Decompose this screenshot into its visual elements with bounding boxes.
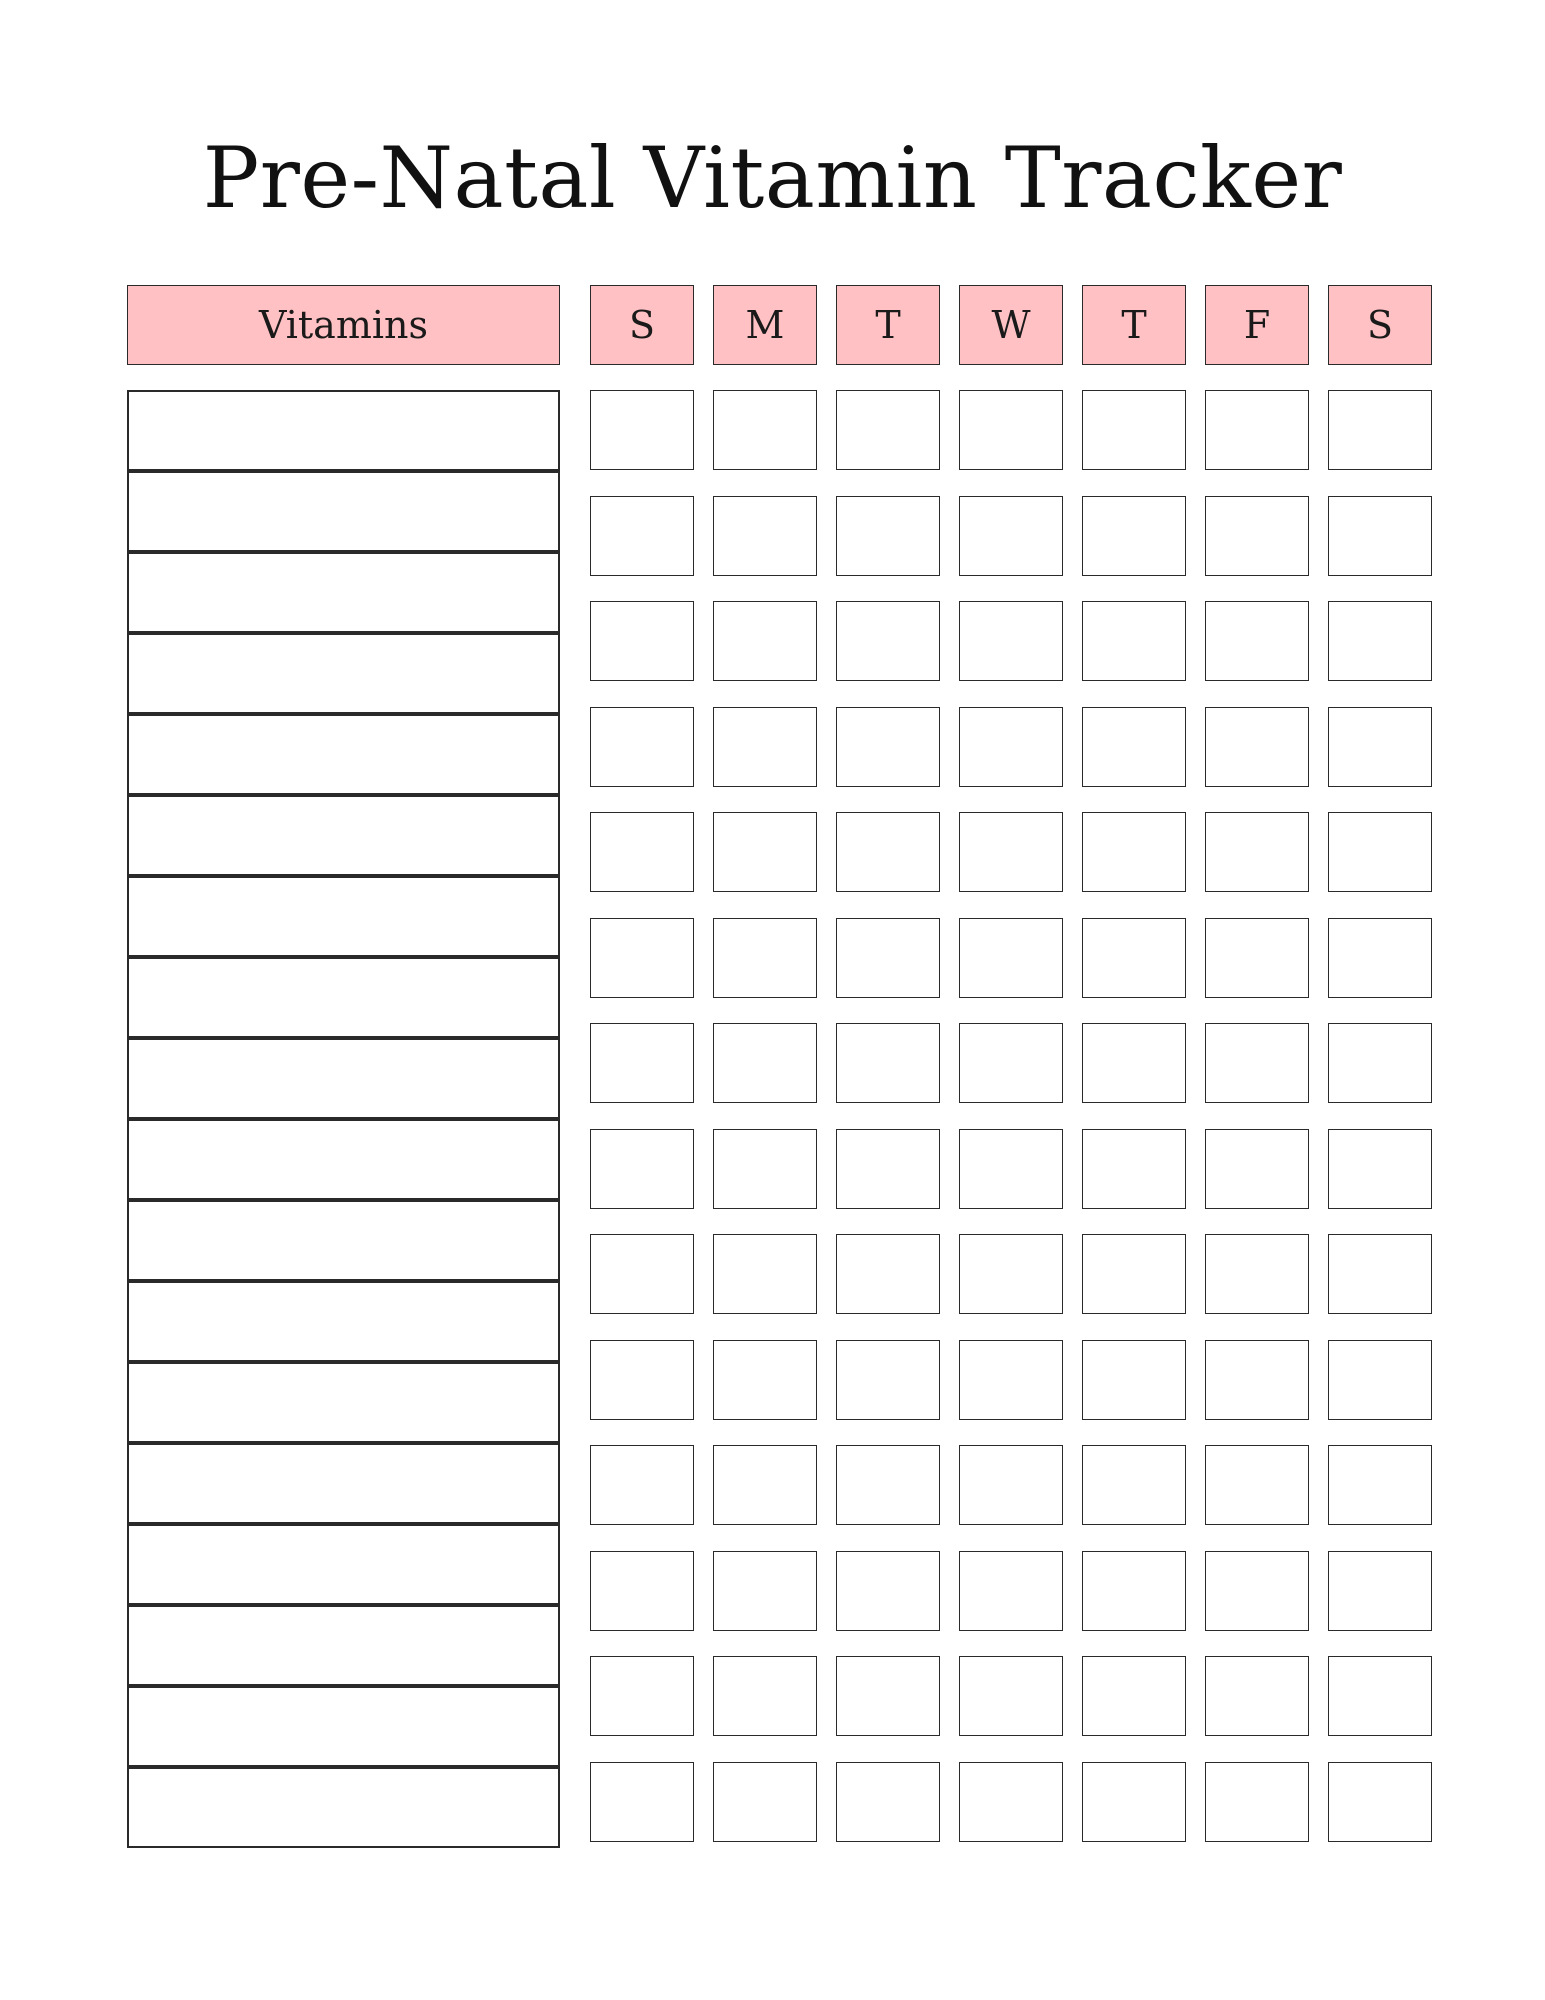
vitamin-name-field[interactable] — [127, 795, 560, 876]
day-checkbox[interactable] — [713, 1551, 817, 1631]
day-checkbox[interactable] — [836, 1656, 940, 1736]
day-header-1 — [713, 285, 817, 365]
day-checkbox[interactable] — [1082, 1551, 1186, 1631]
day-checkbox[interactable] — [590, 1445, 694, 1525]
day-checkbox[interactable] — [1205, 496, 1309, 576]
vitamin-name-field[interactable] — [127, 957, 560, 1038]
day-checkbox[interactable] — [1205, 1234, 1309, 1314]
day-checkbox[interactable] — [836, 918, 940, 998]
day-checkbox[interactable] — [1328, 390, 1432, 470]
day-header-label: S — [628, 303, 656, 347]
day-checkbox[interactable] — [836, 601, 940, 681]
day-checkbox[interactable] — [836, 1762, 940, 1842]
vitamin-name-field[interactable] — [127, 1038, 560, 1119]
day-checkbox[interactable] — [836, 1445, 940, 1525]
day-checkbox[interactable] — [713, 707, 817, 787]
day-checkbox[interactable] — [1205, 707, 1309, 787]
day-checkbox[interactable] — [959, 496, 1063, 576]
day-header-label: T — [1121, 303, 1147, 347]
day-checkbox[interactable] — [836, 707, 940, 787]
day-checkbox[interactable] — [959, 918, 1063, 998]
day-checkbox[interactable] — [836, 1340, 940, 1420]
vitamin-name-field[interactable] — [127, 1686, 560, 1767]
day-checkbox[interactable] — [590, 1762, 694, 1842]
day-checkbox[interactable] — [959, 812, 1063, 892]
day-checkbox[interactable] — [836, 812, 940, 892]
day-checkbox[interactable] — [713, 1234, 817, 1314]
day-checkbox[interactable] — [590, 1023, 694, 1103]
day-checkbox[interactable] — [1328, 1023, 1432, 1103]
day-checkbox[interactable] — [1328, 1340, 1432, 1420]
day-checkbox[interactable] — [713, 390, 817, 470]
day-checkbox[interactable] — [1328, 496, 1432, 576]
day-checkbox[interactable] — [1082, 1445, 1186, 1525]
vitamin-name-field[interactable] — [127, 1605, 560, 1686]
day-checkbox[interactable] — [590, 812, 694, 892]
day-checkbox[interactable] — [1328, 707, 1432, 787]
day-checkbox[interactable] — [1082, 1340, 1186, 1420]
day-checkbox[interactable] — [1205, 390, 1309, 470]
day-checkbox[interactable] — [1082, 1023, 1186, 1103]
day-checkbox[interactable] — [590, 390, 694, 470]
vitamin-name-field[interactable] — [127, 876, 560, 957]
day-checkbox[interactable] — [590, 1551, 694, 1631]
day-checkbox[interactable] — [959, 1129, 1063, 1209]
day-checkbox[interactable] — [959, 601, 1063, 681]
day-checkbox[interactable] — [1328, 1656, 1432, 1736]
day-checkbox[interactable] — [1205, 1762, 1309, 1842]
day-checkbox[interactable] — [959, 1234, 1063, 1314]
day-checkbox[interactable] — [1205, 1023, 1309, 1103]
day-checkbox[interactable] — [590, 918, 694, 998]
day-checkbox[interactable] — [713, 1023, 817, 1103]
day-checkbox[interactable] — [713, 601, 817, 681]
day-checkbox[interactable] — [1205, 812, 1309, 892]
day-checkbox[interactable] — [1328, 1129, 1432, 1209]
day-checkbox[interactable] — [959, 1551, 1063, 1631]
day-checkbox[interactable] — [1328, 1234, 1432, 1314]
vitamin-name-field[interactable] — [127, 714, 560, 795]
vitamin-name-field[interactable] — [127, 1281, 560, 1362]
day-header-0 — [590, 285, 694, 365]
day-checkbox[interactable] — [1082, 390, 1186, 470]
vitamin-name-field[interactable] — [127, 1443, 560, 1524]
day-checkbox[interactable] — [1082, 707, 1186, 787]
day-checkbox[interactable] — [959, 1762, 1063, 1842]
day-checkbox[interactable] — [1205, 601, 1309, 681]
day-checkbox[interactable] — [713, 1129, 817, 1209]
day-checkbox[interactable] — [1205, 1445, 1309, 1525]
day-checkbox[interactable] — [590, 707, 694, 787]
day-checkbox[interactable] — [590, 601, 694, 681]
page-title: Pre-Natal Vitamin Tracker — [202, 129, 1343, 227]
day-checkbox[interactable] — [1082, 1656, 1186, 1736]
day-checkbox[interactable] — [959, 1656, 1063, 1736]
day-checkbox[interactable] — [713, 1340, 817, 1420]
day-checkbox[interactable] — [836, 390, 940, 470]
vitamin-name-field[interactable] — [127, 633, 560, 714]
vitamin-name-field[interactable] — [127, 1362, 560, 1443]
day-header-5 — [1205, 285, 1309, 365]
day-checkbox[interactable] — [1082, 812, 1186, 892]
day-checkbox[interactable] — [1205, 918, 1309, 998]
day-header-6 — [1328, 285, 1432, 365]
day-checkbox[interactable] — [1082, 1762, 1186, 1842]
day-checkbox[interactable] — [959, 1445, 1063, 1525]
day-checkbox[interactable] — [590, 1234, 694, 1314]
day-checkbox[interactable] — [1205, 1340, 1309, 1420]
day-checkbox[interactable] — [1328, 1445, 1432, 1525]
day-header-label: W — [991, 303, 1031, 347]
day-checkbox[interactable] — [1328, 601, 1432, 681]
day-checkbox[interactable] — [713, 1762, 817, 1842]
day-checkbox[interactable] — [590, 1340, 694, 1420]
vitamin-name-field[interactable] — [127, 471, 560, 552]
day-checkbox[interactable] — [959, 1340, 1063, 1420]
vitamin-name-field[interactable] — [127, 1119, 560, 1200]
day-checkbox[interactable] — [1328, 1551, 1432, 1631]
day-checkbox[interactable] — [1082, 1129, 1186, 1209]
day-header-3 — [959, 285, 1063, 365]
day-checkbox[interactable] — [1082, 1234, 1186, 1314]
day-header-2 — [836, 285, 940, 365]
vitamin-name-field[interactable] — [127, 1524, 560, 1605]
vitamin-name-field[interactable] — [127, 390, 560, 471]
vitamin-name-field[interactable] — [127, 552, 560, 633]
day-header-label: F — [1243, 303, 1271, 347]
day-checkbox[interactable] — [713, 918, 817, 998]
vitamin-name-field[interactable] — [127, 1767, 560, 1848]
day-header-label: S — [1366, 303, 1394, 347]
day-header-label: T — [875, 303, 901, 347]
vitamins-column-header — [127, 285, 560, 365]
day-checkbox[interactable] — [959, 390, 1063, 470]
day-checkbox[interactable] — [1205, 1656, 1309, 1736]
day-checkbox[interactable] — [1328, 918, 1432, 998]
day-checkbox[interactable] — [836, 1234, 940, 1314]
day-checkbox[interactable] — [1205, 1551, 1309, 1631]
day-checkbox[interactable] — [836, 496, 940, 576]
day-checkbox[interactable] — [836, 1551, 940, 1631]
day-checkbox[interactable] — [713, 1656, 817, 1736]
day-checkbox[interactable] — [836, 1129, 940, 1209]
day-header-4 — [1082, 285, 1186, 365]
day-checkbox[interactable] — [1082, 496, 1186, 576]
day-checkbox[interactable] — [590, 1129, 694, 1209]
day-checkbox[interactable] — [1082, 918, 1186, 998]
day-checkbox[interactable] — [1328, 812, 1432, 892]
day-checkbox[interactable] — [713, 1445, 817, 1525]
day-header-label: M — [745, 303, 785, 347]
day-checkbox[interactable] — [959, 1023, 1063, 1103]
day-checkbox[interactable] — [1205, 1129, 1309, 1209]
day-checkbox[interactable] — [590, 496, 694, 576]
day-checkbox[interactable] — [590, 1656, 694, 1736]
day-checkbox[interactable] — [836, 1023, 940, 1103]
day-checkbox[interactable] — [713, 812, 817, 892]
day-checkbox[interactable] — [959, 707, 1063, 787]
day-checkbox[interactable] — [713, 496, 817, 576]
day-checkbox[interactable] — [1328, 1762, 1432, 1842]
vitamin-name-field[interactable] — [127, 1200, 560, 1281]
day-checkbox[interactable] — [1082, 601, 1186, 681]
vitamins-header-label: Vitamins — [258, 303, 428, 347]
